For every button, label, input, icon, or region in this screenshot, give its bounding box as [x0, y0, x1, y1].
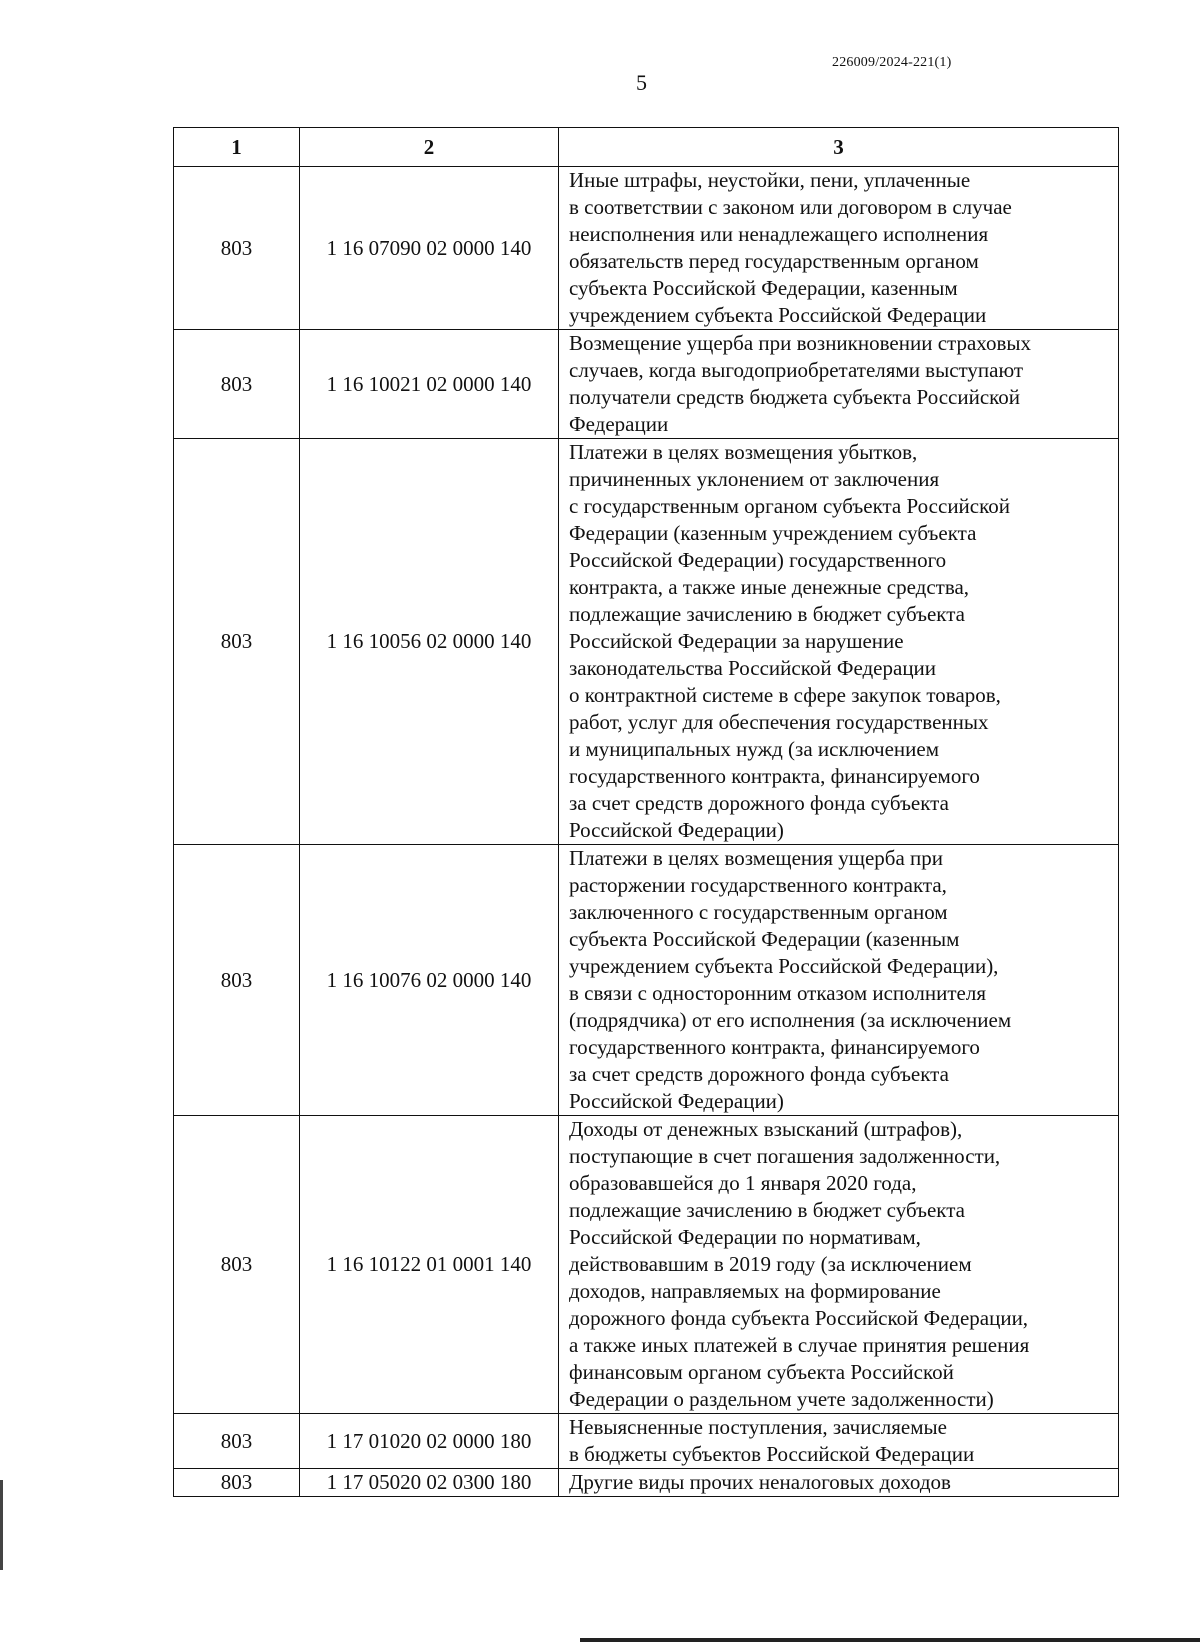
- column-header-1: 1: [174, 128, 300, 167]
- description-line: действовавшим в 2019 году (за исключением: [569, 1252, 972, 1276]
- income-code-cell: 1 17 01020 02 0000 180: [300, 1414, 559, 1469]
- table-row: [174, 330, 1119, 439]
- description-line: учреждением субъекта Российской Федерации: [569, 303, 987, 327]
- description-line: Российской Федерации по нормативам,: [569, 1225, 921, 1249]
- description-line: причиненных уклонением от заключения: [569, 467, 940, 491]
- description-line: дорожного фонда субъекта Российской Федерации,: [569, 1306, 1029, 1330]
- department-code-cell: 803: [174, 1469, 300, 1497]
- description-line: случаев, когда выгодоприобретателями выступают: [569, 358, 1024, 382]
- column-header-3: 3: [559, 128, 1119, 167]
- description-line: расторжении государственного контракта,: [569, 873, 947, 897]
- description-line: работ, услуг для обеспечения государственных: [569, 710, 989, 734]
- description-line: Платежи в целях возмещения ущерба при: [569, 846, 944, 870]
- page-number: 5: [636, 70, 647, 95]
- description-line: о контрактной системе в сфере закупок товаров,: [569, 683, 1001, 707]
- income-code-cell: 1 17 05020 02 0300 180: [300, 1469, 559, 1497]
- department-code-cell: 803: [174, 330, 300, 439]
- description-line: Федерации: [569, 412, 669, 436]
- description-line: образовавшейся до 1 января 2020 года,: [569, 1171, 917, 1195]
- income-codes-table: [173, 127, 1119, 1497]
- description-line: в соответствии с законом или договором в случае: [569, 195, 1012, 219]
- description-line: Другие виды прочих неналоговых доходов: [569, 1470, 951, 1494]
- scan-edge-mark: [0, 1480, 3, 1570]
- table-body: [174, 167, 1119, 1497]
- table-row: [174, 1469, 1119, 1497]
- income-code-cell: 1 16 10076 02 0000 140: [300, 845, 559, 1116]
- description-line: субъекта Российской Федерации, казенным: [569, 276, 958, 300]
- table-row: [174, 167, 1119, 330]
- income-code-cell: 1 16 10122 01 0001 140: [300, 1116, 559, 1414]
- scan-bottom-rule: [580, 1638, 1200, 1642]
- income-description-cell: [559, 167, 1119, 330]
- description-line: подлежащие зачислению в бюджет субъекта: [569, 602, 965, 626]
- table-row: [174, 845, 1119, 1116]
- description-line: финансовым органом субъекта Российской: [569, 1360, 954, 1384]
- table-header-row: [174, 128, 1119, 167]
- income-code-cell: 1 16 10056 02 0000 140: [300, 439, 559, 845]
- income-description-cell: [559, 330, 1119, 439]
- income-description-cell: [559, 1414, 1119, 1469]
- description-line: обязательств перед государственным органом: [569, 249, 979, 273]
- description-line: с государственным органом субъекта Российской: [569, 494, 1010, 518]
- department-code-cell: 803: [174, 439, 300, 845]
- description-line: поступающие в счет погашения задолженности,: [569, 1144, 1001, 1168]
- description-line: за счет средств дорожного фонда субъекта: [569, 791, 949, 815]
- description-line: Российской Федерации за нарушение: [569, 629, 904, 653]
- description-line: Невыясненные поступления, зачисляемые: [569, 1415, 947, 1439]
- description-line: субъекта Российской Федерации (казенным: [569, 927, 960, 951]
- column-header-2: 2: [300, 128, 559, 167]
- description-line: Федерации (казенным учреждением субъекта: [569, 521, 977, 545]
- table-row: [174, 1116, 1119, 1414]
- description-line: получатели средств бюджета субъекта Российской: [569, 385, 1021, 409]
- description-line: и муниципальных нужд (за исключением: [569, 737, 939, 761]
- description-line: контракта, а также иные денежные средства,: [569, 575, 970, 599]
- description-line: Российской Федерации): [569, 818, 784, 842]
- description-line: за счет средств дорожного фонда субъекта: [569, 1062, 949, 1086]
- description-line: заключенного с государственным органом: [569, 900, 948, 924]
- income-description-cell: [559, 845, 1119, 1116]
- description-line: Возмещение ущерба при возникновении страховых: [569, 331, 1031, 355]
- description-line: законодательства Российской Федерации: [569, 656, 937, 680]
- department-code-cell: 803: [174, 1116, 300, 1414]
- description-line: подлежащие зачислению в бюджет субъекта: [569, 1198, 965, 1222]
- department-code-cell: 803: [174, 1414, 300, 1469]
- description-line: Иные штрафы, неустойки, пени, уплаченные: [569, 168, 971, 192]
- department-code-cell: 803: [174, 167, 300, 330]
- description-line: в бюджеты субъектов Российской Федерации: [569, 1442, 975, 1466]
- description-line: Российской Федерации) государственного: [569, 548, 947, 572]
- description-line: Российской Федерации): [569, 1089, 784, 1113]
- description-line: государственного контракта, финансируемого: [569, 764, 980, 788]
- table-row: [174, 1414, 1119, 1469]
- description-line: неисполнения или ненадлежащего исполнения: [569, 222, 989, 246]
- description-line: Платежи в целях возмещения убытков,: [569, 440, 918, 464]
- description-line: учреждением субъекта Российской Федерации),: [569, 954, 999, 978]
- income-code-cell: 1 16 10021 02 0000 140: [300, 330, 559, 439]
- description-line: доходов, направляемых на формирование: [569, 1279, 941, 1303]
- income-description-cell: [559, 1116, 1119, 1414]
- table-row: [174, 439, 1119, 845]
- description-line: государственного контракта, финансируемого: [569, 1035, 980, 1059]
- description-line: Федерации о раздельном учете задолженности): [569, 1387, 994, 1411]
- description-line: (подрядчика) от его исполнения (за исключением: [569, 1008, 1012, 1032]
- description-line: Доходы от денежных взысканий (штрафов),: [569, 1117, 963, 1141]
- income-description-cell: [559, 1469, 1119, 1497]
- description-line: в связи с односторонним отказом исполнителя: [569, 981, 986, 1005]
- document-number: 226009/2024-221(1): [832, 55, 952, 70]
- income-description-cell: [559, 439, 1119, 845]
- department-code-cell: 803: [174, 845, 300, 1116]
- description-line: а также иных платежей в случае принятия решения: [569, 1333, 1030, 1357]
- income-code-cell: 1 16 07090 02 0000 140: [300, 167, 559, 330]
